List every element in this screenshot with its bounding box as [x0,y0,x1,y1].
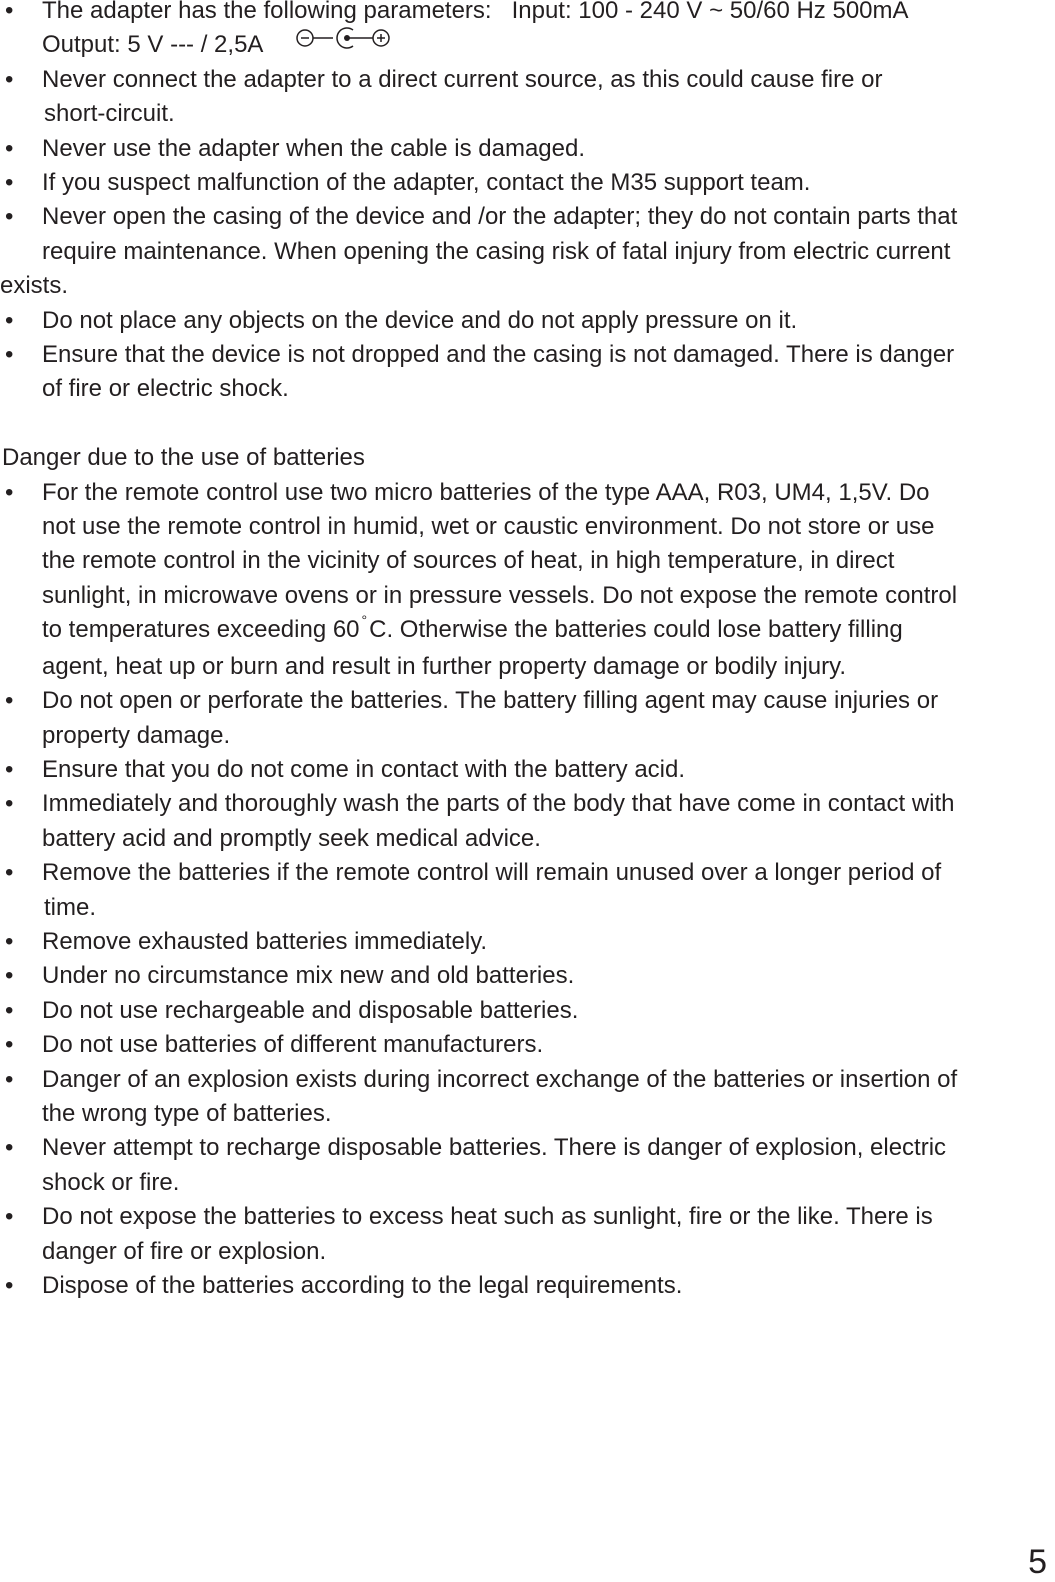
list-item: • Remove exhausted batteries immediately. [0,925,1040,959]
list-item: • Never use the adapter when the cable is damaged. [0,132,1040,166]
bullet: • [5,65,14,93]
dc-polarity-icon [295,25,391,61]
list-item: • Ensure that the device is not dropped and the casing is not damaged. There is danger of fire or electric shock. [0,338,1040,407]
page-number: 5 [1028,1543,1047,1581]
bullet: • [5,0,14,24]
bullet: • [5,134,14,162]
list-item: • Dispose of the batteries according to the legal requirements. [0,1269,1040,1303]
bullet: • [5,478,14,506]
list-item: • Do not open or perforate the batteries. The battery filling agent may cause injuries or property damage. [0,684,1040,753]
list-item: • Never open the casing of the device and /or the adapter; they do not contain parts that require maintenance. When opening the casing risk of fatal injury from electric current exists. [0,200,1040,303]
bullet: • [5,1272,14,1300]
list-item: • Ensure that you do not come in contact with the battery acid. [0,753,1040,787]
list-item: • Do not expose the batteries to excess heat such as sunlight, fire or the like. There is danger of fire or explosion. [0,1200,1040,1269]
list-item: • Remove the batteries if the remote control will remain unused over a longer period of time. [0,856,1040,925]
bullet: • [5,1031,14,1059]
bullet: • [5,306,14,334]
bullet: • [5,1134,14,1162]
bullet: • [5,203,14,231]
list-item: • Under no circumstance mix new and old batteries. [0,959,1040,993]
list-item: • Do not use batteries of different manufacturers. [0,1028,1040,1062]
list-item: • Do not place any objects on the device and do not apply pressure on it. [0,304,1040,338]
bullet: • [5,962,14,990]
adapter-parameters-item [0,0,1040,63]
adapter-params-label: The adapter has the following parameters: [42,0,492,24]
list-item: • Do not use rechargeable and disposable batteries. [0,994,1040,1028]
bullet: • [5,687,14,715]
degree-sign: ° [361,612,368,629]
list-item: • Never connect the adapter to a direct current source, as this could cause fire or short-circuit. [0,63,1040,132]
list-item: • For the remote control use two micro batteries of the type AAA, R03, UM4, 1,5V. Do not use the remote control in humid, wet or caustic environment. Do not store or use the remote control in the vicinity of sources of heat, in high temperature, in direct sunlight, in microwave ovens or in pressure vessels. Do not expose the remote control to temperatures exceeding 60 °C. Otherwise the batteries could lose battery filling agent, heat up or burn and result in further property damage or bodily injury. [0,476,1040,684]
adapter-output-spec: Output: 5 V --- / 2,5A [42,31,264,59]
list-item: • Immediately and thoroughly wash the parts of the body that have come in contact with battery acid and promptly seek medical advice. [0,787,1040,856]
list-item: • If you suspect malfunction of the adapter, contact the M35 support team. [0,166,1040,200]
bullet: • [5,790,14,818]
bullet: • [5,996,14,1024]
bullet: • [5,755,14,783]
bullet: • [5,169,14,197]
section-heading: Danger due to the use of batteries [2,444,365,472]
bullet: • [5,1065,14,1093]
adapter-input-spec: Input: 100 - 240 V ~ 50/60 Hz 500mA [511,0,909,24]
bullet: • [5,859,14,887]
bullet: • [5,341,14,369]
list-item: • Never attempt to recharge disposable batteries. There is danger of explosion, electric shock or fire. [0,1131,1040,1200]
list-item: • Danger of an explosion exists during incorrect exchange of the batteries or insertion of the wrong type of batteries. [0,1063,1040,1132]
bullet: • [5,927,14,955]
bullet: • [5,1203,14,1231]
